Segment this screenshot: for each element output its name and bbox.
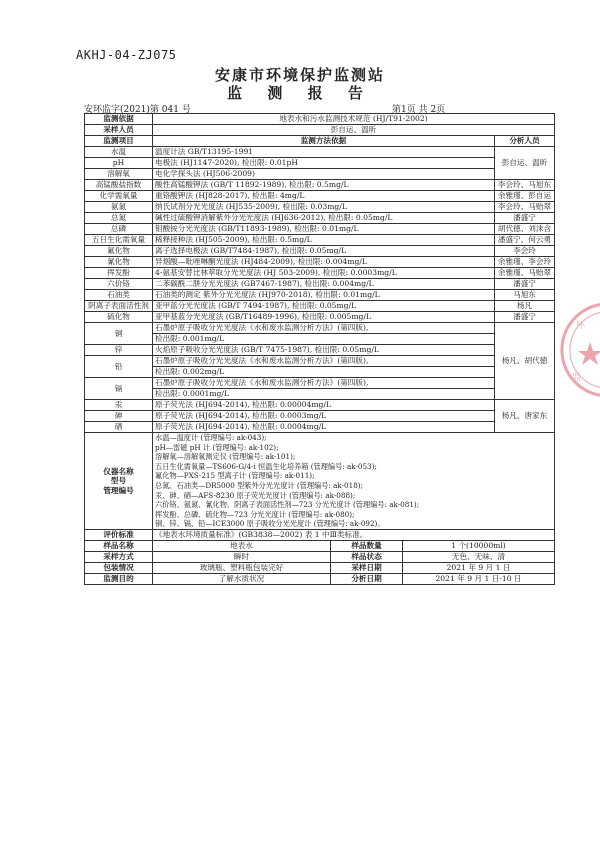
sample-name-label: 样品名称 (85, 540, 153, 551)
item-name: 镉 (85, 378, 153, 400)
sample-state-value: 无色、无味、清 (403, 551, 555, 562)
report-title: 监 测 报 告 (227, 84, 373, 102)
item-method-cont: 检出限: 0.002mg/L (153, 367, 495, 378)
item-analyst: 潘盛宁、何云勇 (495, 235, 555, 246)
table-row (85, 301, 555, 312)
item-method: 石墨炉原子吸收分光光度法《水和废水监测分析方法》(第四版), (153, 378, 495, 389)
samplers-value: 彭自运、温昕 (153, 125, 555, 136)
item-method: 石墨炉原子吸收分光光度法《水和废水监测分析方法》(第四版), (153, 356, 495, 367)
item-analyst: 余雅瑾、彭自运 (495, 191, 555, 202)
table-row (85, 169, 555, 180)
table-row (85, 334, 555, 345)
sample-qty-label: 样品数量 (331, 540, 403, 551)
item-analyst: 马旭东 (495, 290, 555, 301)
item-analyst: 李会玲、马贻翠 (495, 202, 555, 213)
item-name: 砷 (85, 411, 153, 422)
basis-label: 监测依据 (85, 114, 153, 125)
table-row (85, 290, 555, 301)
sampling-method-value: 瞬时 (153, 551, 331, 562)
item-name: 阴离子表面活性剂 (85, 301, 153, 312)
basis-value: 地表水和污水监测技术规范 (HJ/T91-2002) (153, 114, 555, 125)
item-name: 汞 (85, 400, 153, 411)
table-row (85, 323, 555, 334)
standard-label: 评价标准 (85, 529, 153, 540)
item-method: 火焰原子吸收分光光度法 (GB/T 7475-1987), 检出限: 0.05mg/L (153, 345, 495, 356)
station-title: 安康市环境保护监测站 (214, 66, 385, 84)
item-analyst: 杨凡 (495, 301, 555, 312)
instrument-line: 溶解氧—溶解氧测定仪 (管理编号: ak-101); (155, 452, 296, 462)
document-code: AKHJ-04-ZJ075 (76, 48, 177, 62)
item-method: 原子荧光法 (HJ694-2014), 检出限: 0.0004mg/L (153, 422, 495, 433)
item-method: 石墨炉原子吸收分光光度法《水和废水监测分析方法》(第四版), (153, 323, 495, 334)
instrument-line: 挥发酚、总磷、硫化物—723 分光光度计 (管理编号: ak-080); (155, 509, 355, 519)
item-method: 离子选择电极法 (GB/T7484-1987), 检出限: 0.05mg/L (153, 246, 495, 257)
instrument-line: 五日生化需氧量—TS606-G/4-i 恒温生化培养箱 (管理编号: ak-053); (155, 461, 377, 471)
item-name: 氟化物 (85, 246, 153, 257)
packaging-row (85, 562, 555, 573)
table-row (85, 389, 555, 400)
item-method: 重铬酸钾法 (HJ828-2017), 检出限: 4mg/L (153, 191, 495, 202)
item-name: 水温 (85, 147, 153, 158)
item-analyst: 余雅瑾、马贻翠 (495, 268, 555, 279)
report-table (84, 113, 555, 585)
standard-value: 《地表水环境质量标准》(GB3838—2002) 表 1 中Ⅲ类标准。 (153, 529, 555, 540)
samplers-label: 采样人员 (85, 125, 153, 136)
item-method: 石油类的测定 紫外分光光度法 (HJ970-2018), 检出限: 0.01mg/L (153, 290, 495, 301)
instrument-line: 铜、锌、镉、铅—ICE3000 原子吸收分光光度计 (管理编号: ak-092)。 (155, 519, 385, 529)
item-name: 锌 (85, 345, 153, 356)
table-row (85, 356, 555, 367)
instruments-row (85, 433, 555, 530)
packaging-value: 玻璃瓶、塑料瓶包装完好 (153, 562, 331, 573)
table-row (85, 246, 555, 257)
item-method: 酸性高锰酸钾法 (GB/T 11892-1989), 检出限: 0.5mg/L (153, 180, 495, 191)
item-name: 化学需氧量 (85, 191, 153, 202)
header-row (85, 136, 555, 147)
item-analyst: 潘盛宁 (495, 279, 555, 290)
item-analyst: 李会玲、马旭东 (495, 180, 555, 191)
item-method: 碱性过硫酸钾消解紫外分光光度法 (HJ636-2012), 检出限: 0.05mg/L (153, 213, 495, 224)
item-name: 氨氮 (85, 202, 153, 213)
instrument-line: 汞、砷、硒—AFS-8230 原子荧光光度计 (管理编号: ak-088); (155, 490, 356, 500)
instrument-line: 水温—温度计 (管理编号: ak-043); (155, 433, 267, 442)
item-analyst: 杨凡、唐家东 (495, 400, 555, 433)
item-analyst: 彭自运、温昕 (495, 147, 555, 180)
item-method: 温度计法 GB/T13195-1991 (153, 147, 495, 158)
item-method: 钼酸铵分光光度法 (GB/T11893-1989), 检出限: 0.01mg/L (153, 224, 495, 235)
instrument-line: 六价铬、氨氮、氰化物、阴离子表面活性剂—723 分光光度计 (管理编号: ak-081); (155, 500, 420, 510)
item-method: 原子荧光法 (HJ694-2014), 检出限: 0.0003mg/L (153, 411, 495, 422)
item-method-cont: 检出限: 0.0001mg/L (153, 389, 495, 400)
item-name: 溶解氧 (85, 169, 153, 180)
item-method: 亚甲基蓝分光光度法 (GB/T16489-1996), 检出限: 0.005mg/L (153, 312, 495, 323)
sampling-date-label: 采样日期 (331, 562, 403, 573)
item-name: 铜 (85, 323, 153, 345)
item-method-cont: 检出限: 0.001mg/L (153, 334, 495, 345)
header-item: 监测项目 (85, 136, 153, 147)
table-row (85, 202, 555, 213)
table-row (85, 235, 555, 246)
item-method: 异烟酸—吡唑啉酮光度法 (HJ484-2009), 检出限: 0.004mg/L (153, 257, 495, 268)
item-method: 二苯碳酰二肼分光光度法 (GB7467-1987), 检出限: 0.004mg/L (153, 279, 495, 290)
purpose-label: 监测目的 (85, 573, 153, 584)
item-name: 硫化物 (85, 312, 153, 323)
instruments-label-2: 型号 (110, 476, 127, 486)
item-name: 六价铬 (85, 279, 153, 290)
item-name: 石油类 (85, 290, 153, 301)
table-row (85, 147, 555, 158)
purpose-row (85, 573, 555, 584)
item-method: 稀释接种法 (HJ505-2009), 检出限: 0.5mg/L (153, 235, 495, 246)
item-name: 硒 (85, 422, 153, 433)
page-info: 第1页 共 2页 (392, 105, 446, 115)
item-analyst: 李会玲 (495, 246, 555, 257)
sample-name-value: 地表水 (153, 540, 331, 551)
table-row (85, 400, 555, 411)
item-method: 亚甲蓝分光光度法 (GB/T 7494-1987), 检出限: 0.05mg/L (153, 301, 495, 312)
table-row (85, 279, 555, 290)
sampling-method-label: 采样方式 (85, 551, 153, 562)
item-method: 电极法 (HJ1147-2020), 检出限: 0.01pH (153, 158, 495, 169)
table-row (85, 378, 555, 389)
packaging-label: 包装情况 (85, 562, 153, 573)
instrument-line: pH—雷磁 pH 计 (管理编号: ak-102); (155, 442, 279, 452)
official-seal-stamp (556, 298, 600, 402)
table-row (85, 422, 555, 433)
item-name: 氰化物 (85, 257, 153, 268)
sample-name-row (85, 540, 555, 551)
report-number: 安环监字(2021)第 041 号 (84, 105, 191, 115)
table-row (85, 411, 555, 422)
header-analyst: 分析人员 (495, 136, 555, 147)
instrument-line: 总氮、石油类—DR5000 型紫外分光光度计 (管理编号: ak-018); (155, 480, 363, 490)
sampling-date-value: 2021 年 9 月 1 日 (403, 562, 555, 573)
table-row (85, 224, 555, 235)
standard-row (85, 529, 555, 540)
item-name: 五日生化需氧量 (85, 235, 153, 246)
sample-state-label: 样品状态 (331, 551, 403, 562)
item-analyst: 余雅瑾、李会玲 (495, 257, 555, 268)
table-row (85, 268, 555, 279)
analysis-date-label: 分析日期 (331, 573, 403, 584)
table-row (85, 158, 555, 169)
table-row (85, 345, 555, 356)
svg-text:环: 环 (576, 321, 586, 331)
item-name: 挥发酚 (85, 268, 153, 279)
instruments-label-1: 仪器名称 (103, 466, 134, 476)
header-method: 监测方法依据 (153, 136, 495, 147)
samplers-row (85, 125, 555, 136)
item-name: 铅 (85, 356, 153, 378)
item-method: 4-氨基安替比林萃取分光光度法 (HJ 503-2009), 检出限: 0.0003mg/L (153, 268, 495, 279)
item-name: pH (85, 158, 153, 169)
instruments-list (153, 433, 555, 530)
item-analyst: 杨凡、胡代徳 (495, 323, 555, 400)
item-name: 总磷 (85, 224, 153, 235)
table-row (85, 180, 555, 191)
sampling-method-row (85, 551, 555, 562)
analysis-date-value: 2021 年 9 月 1 日-10 日 (403, 573, 555, 584)
instruments-label (85, 433, 153, 530)
item-analyst: 胡代徳、刘沫含 (495, 224, 555, 235)
item-method: 电化学探头法 (HJ506-2009) (153, 169, 495, 180)
svg-text:监: 监 (572, 373, 582, 383)
item-analyst: 潘盛宁 (495, 312, 555, 323)
table-row (85, 367, 555, 378)
item-name: 总氮 (85, 213, 153, 224)
table-row (85, 312, 555, 323)
instruments-label-3: 管理编号 (103, 485, 134, 495)
item-method: 原子荧光法 (HJ694-2014), 检出限: 0.00004mg/L (153, 400, 495, 411)
basis-row (85, 114, 555, 125)
table-row (85, 191, 555, 202)
purpose-value: 了解水质状况 (153, 573, 331, 584)
sample-qty-value: 1 个(10000ml) (403, 540, 555, 551)
item-method: 纳氏试剂分光光度法 (HJ535-2009), 检出限: 0.03mg/L (153, 202, 495, 213)
table-row (85, 213, 555, 224)
item-name: 高锰酸盐指数 (85, 180, 153, 191)
table-row (85, 257, 555, 268)
item-analyst: 潘盛宁 (495, 213, 555, 224)
instrument-line: 氟化物—PXS-215 型离子计 (管理编号: ak-011); (155, 471, 315, 481)
